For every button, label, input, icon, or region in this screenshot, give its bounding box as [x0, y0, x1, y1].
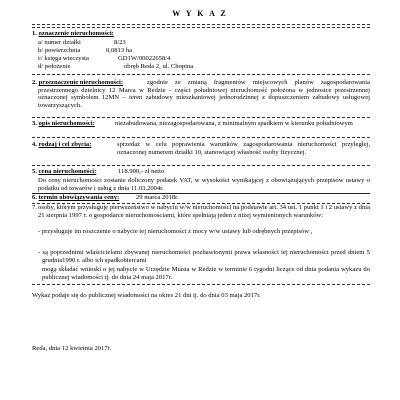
section-7-closing: mogą składać wnioski o jej nabycie w Urzędzie Miasta w Redzie w terminie 6 tygodni liczące od dnia podania wykazu do publicznej wiadomości tj. do dnia 24 maja 2017r. [42, 266, 370, 281]
place-and-date: Reda, dnia 12 kwietnia 2017r. [32, 345, 112, 352]
section-divider [32, 165, 370, 166]
section-divider [32, 284, 370, 285]
s1-row-2: b/ powierzchnia [38, 47, 81, 54]
top-dashed-rule-2 [32, 27, 370, 28]
s1-row-4: d/ położenie [38, 63, 71, 70]
section-5-text: Do ceny nieruchomości zostanie doliczony podatek VAT, w wysokości wynikającej z obowiązujących przepisów ustawy o podatku od towarów i usług z dnia 11.03.2004r. [38, 177, 370, 192]
s1-row-4-value: obręb Reda 2, ul. Chopina [124, 63, 194, 70]
publication-notice: Wykaz podaje się do publicznej wiadomości na okres 21 dni tj. do dnia 03 maja 2017r. [32, 292, 261, 299]
section-3-heading: 3. opis nieruchomości: [32, 120, 95, 127]
section-3-text: niezabudowana, niezagospodarowana, z minimalnym spadkiem w kierunku południowym [115, 120, 353, 127]
s1-row-2-value: 0,0813 ha [106, 47, 133, 54]
section-2-heading: 2. przeznaczenie nieruchomości: [32, 79, 124, 86]
section-divider [32, 137, 370, 138]
section-7-number: 7. [32, 204, 37, 211]
s1-row-3: c/ księga wieczysta [38, 55, 89, 62]
price-value: 118.900,- zł netto [118, 168, 165, 175]
section-7-bullet-1: - przysługuje im roszczenie o nabycie tej nieruchomości z mocy w/w ustawy lub odrębnych przepisów , [38, 228, 313, 235]
document-title: W Y K A Z [172, 9, 228, 18]
section-2-text: zgodnie ze zmianą fragmentów miejscowych planów zagospodarowania przestrzennego dzielnicy 12 Marca w Redzie - części południowej nieruchomość położona w jednostce przestrzennej oznaczonej symbolem 12MN – teren zabudowy mieszkaniowej jednorodzinnej z dopuszczeniem zabudowy usługowej towarzyszących. [38, 79, 370, 109]
price-validity-date: 29 marca 2018r. [136, 194, 179, 201]
section-5-heading: 5. cena nieruchomości: [32, 168, 97, 175]
section-1-heading: 1. oznaczenie nieruchomości: [32, 30, 114, 37]
s1-row-3-value: GD1W/00022658/4 [118, 55, 171, 62]
section-7-intro: osoby, którym przysługuje pierwszeństwo w nabyciu w/w nieruchomości na podstawie art. 34 ust. 1 punkt 1 i 2 ustawy z dnia 21 sierpnia 1997 r. o gospodarce nieruchomościami, które spełniają jeden z niżej wymienionych warunków: [38, 204, 370, 219]
top-dashed-rule [32, 24, 370, 25]
s1-row-1: a/ numer działki [38, 39, 81, 46]
section-4-heading: 4. rodzaj i cel zbycia: [32, 141, 92, 148]
section-divider [32, 117, 370, 118]
section-divider [32, 74, 370, 75]
section-7-bullet-2: - są poprzednimi właścicielami zbywanej nieruchomości pozbawionymi prawa własności tej nieruchomości przed dniem 5 grudnia1990 r. albo ich spadkobiercami [38, 249, 370, 264]
section-4-text: sprzedaż w celu poprawienia warunków zagospodarowania nieruchomości przyległej, oznaczonej numerem działki 10, stanowiącej własność osoby fizycznej. [117, 141, 370, 156]
s1-row-1-value: 8/23 [114, 39, 126, 46]
section-6-heading: 6. termin obowiązywania ceny: [32, 194, 120, 201]
